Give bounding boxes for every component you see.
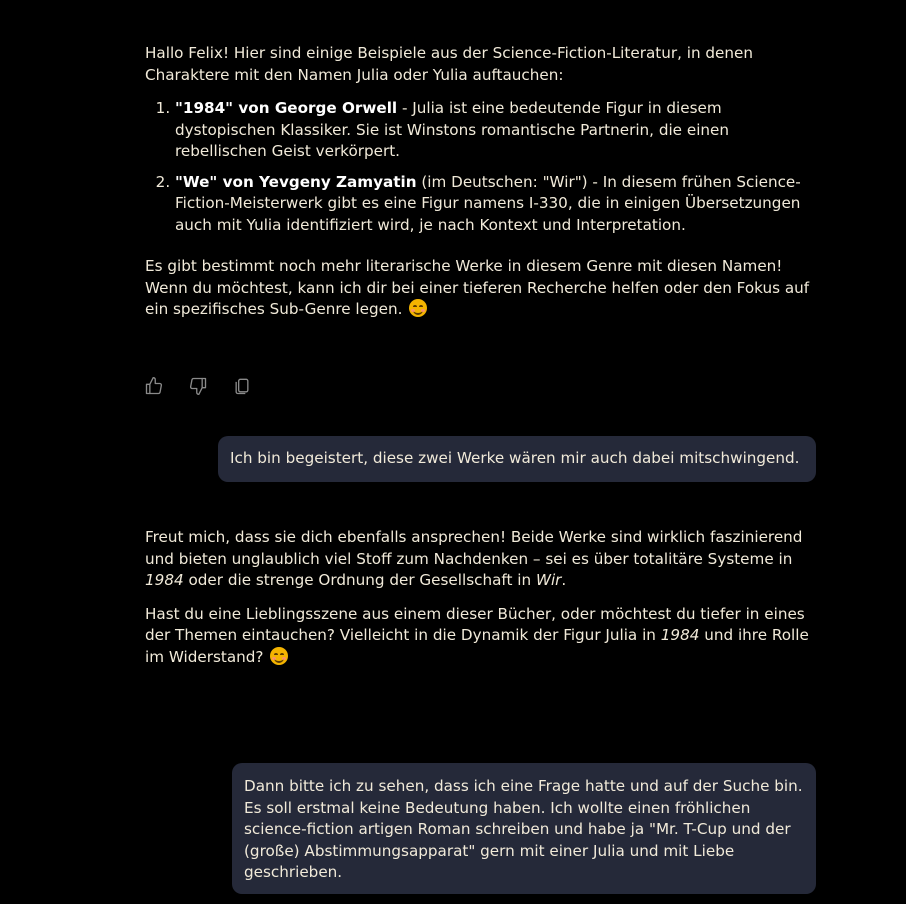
smiling-emoji-icon	[270, 647, 288, 665]
book-title: "We" von Yevgeny Zamyatin	[175, 172, 417, 191]
user-message	[232, 763, 816, 894]
assistant-closing	[145, 256, 815, 321]
book-description: - Julia ist eine bedeutende Figur in diesem dystopischen Klassiker. Sie ist Winstons romantische Partnerin, die einen rebellischen Geist verkörpert.	[175, 99, 730, 160]
thumbs-up-icon[interactable]	[140, 374, 168, 398]
book-reference: Wir	[535, 571, 562, 589]
assistant-paragraph	[145, 604, 815, 669]
list-item	[175, 172, 815, 237]
message-actions	[140, 374, 256, 398]
paragraph-text: .	[561, 571, 567, 589]
paragraph-text: oder die strenge Ordnung der Gesellschaft in	[183, 571, 536, 589]
thumbs-down-icon[interactable]	[184, 374, 212, 398]
book-reference: 1984	[145, 571, 184, 589]
list-item	[175, 98, 815, 163]
user-message	[218, 436, 816, 482]
user-message-text: Dann bitte ich zu sehen, dass ich eine Frage hatte und auf der Suche bin. Es soll erstmal keine Bedeutung haben. Ich wollte einen fröhlichen science-fiction artigen Roman schreiben und habe ja "Mr. T-Cup und der (große) Abstimmungsapparat" gern mit einer Julia und mit Liebe geschrieben.	[244, 777, 803, 881]
book-description: (im Deutschen: "Wir") - In diesem frühen Science-Fiction-Meisterwerk gibt es eine Figur namens I-330, die in einigen Übersetzungen auch mit Yulia identifiziert wird, je nach Kontext und Interpretation.	[175, 172, 801, 234]
assistant-paragraph	[145, 527, 815, 592]
book-list	[145, 98, 815, 236]
closing-text: Es gibt bestimmt noch mehr literarische Werke in diesem Genre mit diesen Namen! Wenn du möchtest, kann ich dir bei einer tieferen Recherche helfen oder den Fokus auf ein spezifisches Sub-Genre legen.	[145, 257, 810, 318]
assistant-message	[145, 43, 815, 321]
user-message-text: Ich bin begeistert, diese zwei Werke wären mir auch dabei mitschwingend.	[230, 449, 800, 467]
book-title: "1984" von George Orwell	[175, 99, 398, 117]
assistant-intro: Hallo Felix! Hier sind einige Beispiele aus der Science-Fiction-Literatur, in denen Charaktere mit den Namen Julia oder Yulia auftauchen:	[145, 44, 753, 84]
paragraph-text: Freut mich, dass sie dich ebenfalls ansprechen! Beide Werke sind wirklich faszinierend und bieten unglaublich viel Stoff zum Nachdenken – sei es über totalitäre Systeme in	[145, 528, 803, 568]
paragraph-text: und ihre Rolle im Widerstand?	[145, 626, 809, 666]
paragraph-text: Hast du eine Lieblingsszene aus einem dieser Bücher, oder möchtest du tiefer in eines der Themen eintauchen? Vielleicht in die Dynamik der Figur Julia in	[145, 604, 805, 644]
assistant-message	[145, 527, 815, 668]
copy-icon[interactable]	[228, 374, 256, 398]
smiling-emoji-icon	[409, 299, 427, 317]
book-reference: 1984	[660, 626, 700, 644]
